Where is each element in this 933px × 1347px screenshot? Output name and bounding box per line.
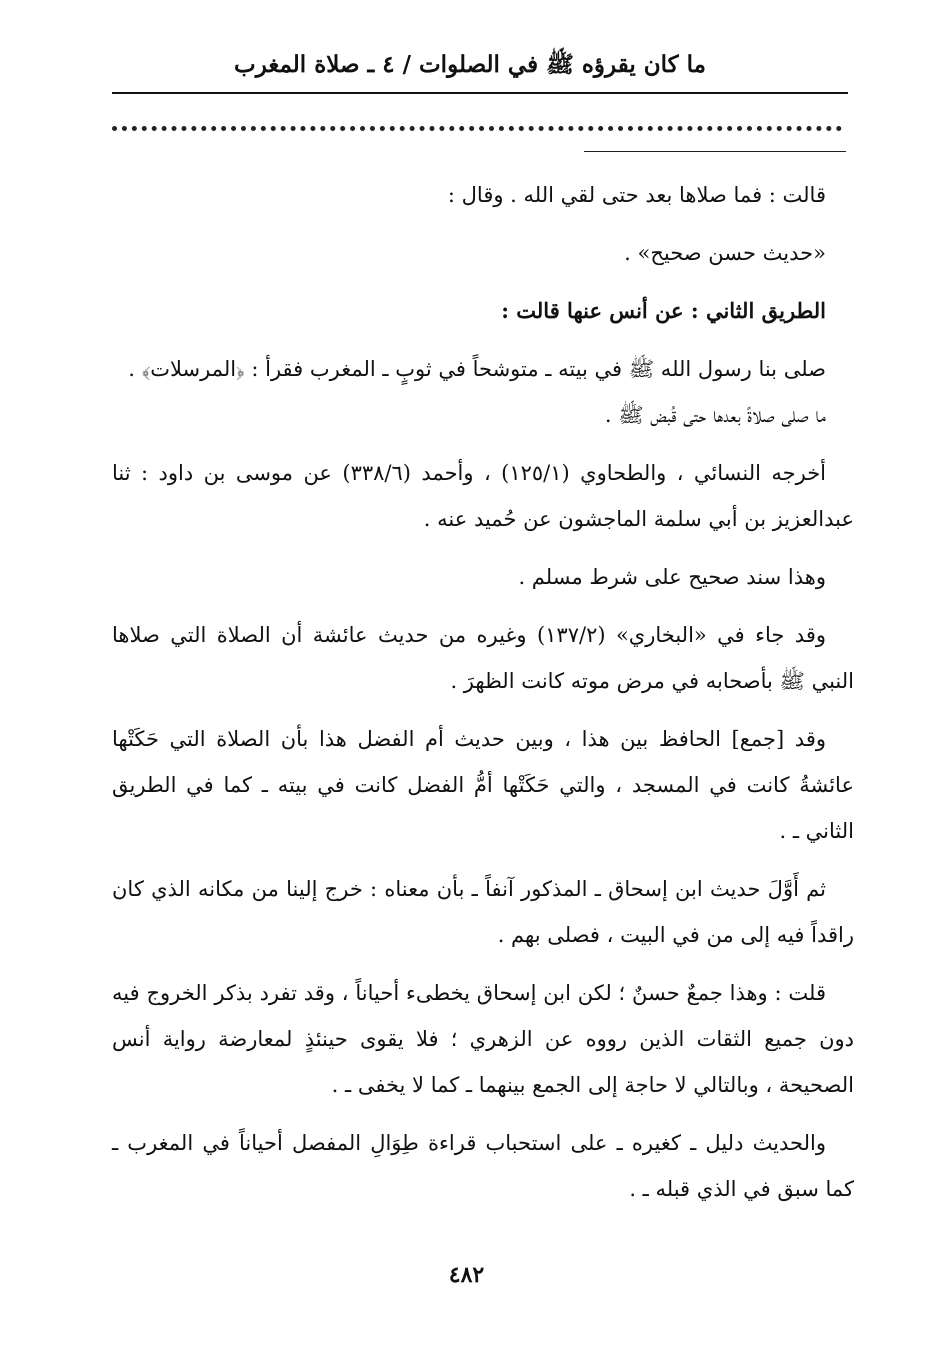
paragraph-reconciliation: وقد [جمع] الحافظ بين هذا ، وبين حديث أم الفضل هذا بأن الصلاة التي حَكَتْها عائشةُ كانت في المسجد ، والتي حَكَتْها أمُّ الفضل كانت في بيته ـ كما في الطريق الثاني ـ . (112, 727, 854, 843)
section-divider (584, 151, 846, 152)
paragraph-qualat: قالت : فما صلاها بعد حتى لقي الله . وقال : (447, 183, 826, 207)
running-header: ما كان يقرؤه ﷺ في الصلوات / ٤ ـ صلاة المغرب (234, 51, 706, 78)
page-body (112, 172, 854, 1224)
paragraph-bukhari: وقد جاء في «البخاري» (١٣٧/٢) وغيره من حديث عائشة أن الصلاة التي صلاها النبي ﷺ بأصحابه في مرض موته كانت الظهرَ . (112, 623, 854, 693)
dotted-separator (112, 126, 842, 131)
paragraph-hadith-grade: «حديث حسن صحيح» . (624, 241, 826, 265)
paragraph-takhrij: أخرجه النسائي ، والطحاوي (١٢٥/١) ، وأحمد (٣٣٨/٦) عن موسى بن داود : ثنا عبدالعزيز بن أبي سلمة الماجشون عن حُميد عنه . (112, 461, 854, 531)
paragraph-second-route: الطريق الثاني : عن أنس عنها قالت : (501, 298, 826, 323)
paragraph-hadith-text-1: صلى بنا رسول الله ﷺ في بيته ـ متوشحاً في ثوبٍ ـ المغرب فقرأ : ﴿المرسلات﴾ . (128, 357, 826, 381)
page-number: ٤٨٢ (448, 1262, 485, 1288)
paragraph-hadith-text-2: ما صلى صلاةً بعدها حتى قُبض ﷺ . (604, 403, 826, 427)
paragraph-isnad-grade: وهذا سند صحيح على شرط مسلم . (518, 565, 826, 589)
paragraph-author-comment: قلت : وهذا جمعٌ حسنٌ ؛ لكن ابن إسحاق يخطىء أحياناً ، وقد تفرد بذكر الخروج فيه دون جميع الثقات الذين رووه عن الزهري ؛ فلا يقوى حينئذٍ لمعارضة رواية أنس الصحيحة ، وبالتالي لا حاجة إلى الجمع بينهما ـ كما لا يخفى ـ . (112, 981, 854, 1097)
paragraph-conclusion: والحديث دليل ـ كغيره ـ على استحباب قراءة طِوَالِ المفصل أحياناً في المغرب ـ كما سبق في الذي قبله ـ . (112, 1131, 854, 1201)
paragraph-interpretation: ثم أَوَّلَ حديث ابن إسحاق ـ المذكور آنفاً ـ بأن معناه : خرج إلينا من مكانه الذي كان راقداً فيه إلى من في البيت ، فصلى بهم . (112, 877, 854, 947)
header-divider (112, 92, 848, 94)
